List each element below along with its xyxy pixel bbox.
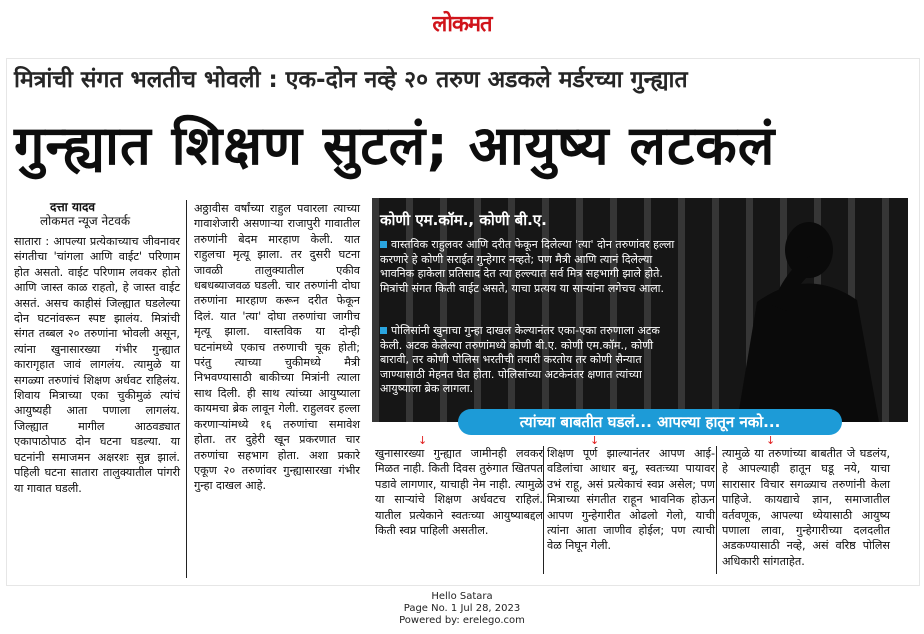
column-divider <box>716 446 717 574</box>
article-headline: गुन्ह्यात शिक्षण सुटलं; आयुष्य लटकलं <box>14 114 776 177</box>
down-arrow-icon: ↓ <box>590 434 600 447</box>
box-bullet-2-text: पोलिसांनी खुनाचा गुन्हा दाखल केल्यानंतर एका-एका तरुणाला अटक केली. अटक केलेल्या तरुणांमध्ये कोणी बी.ए. कोणी एम.कॉम., कोणी बारावी, तर कोणी पोलिस भरतीची तयारी करतोय तर कोणी सैन्यात जाण्यासाठी मेहनत घेत होता. पोलिसांच्या अटकेनंतर क्षणात त्यांच्या आयुष्याला ब्रेक लागला. <box>380 324 660 396</box>
bullet-square-icon <box>380 241 387 248</box>
body-column-2: अठ्ठावीस वर्षांच्या राहुल पवारला त्याच्या गावाशेजारी असणाऱ्या राजापुरी गावातील तरुणांनी बेदम मारहाण केली. यात राहुलचा मृत्यू झाला. तर दुसरी घटना जावळी तालुक्यातील एकीव धबधब्याजवळ घडली. चार तरुणांनी दोघा तरुणांना मारहाण करून दरीत फेकून दिलं. यात 'त्या' दोघा तरुणांचा जागीच मृत्यू झाला. वास्तविक या दोन्ही घटनांमध्ये एकाच तरुणाची चूक होती; परंतु त्याच्या चुकीमध्ये मैत्री निभवण्यासाठी बाकीच्या मित्रांनी त्याला साथ दिली. ही साथ त्यांच्या आयुष्याला कायमचा ब्रेक लावून गेली. राहुलवर हल्ला करणाऱ्यांमध्ये १६ तरुणांचा समावेश होता. तर दुहेरी खून प्रकरणात चार तरुणांचा सहभाग होता. अशा प्रकारे एकूण २० तरुणांवर गुन्ह्यासारखा गंभीर गुन्हा दाखल आहे. <box>194 202 360 493</box>
body-column-3: खुनासारख्या गुन्ह्यात जामीनही लवकर मिळत नाही. किती दिवस तुरुंगात खितपत पडावे लागणार, याचाही नेम नाही. त्यामुळे या साऱ्यांचे शिक्षण अर्धवटच राहिलं. यातील प्रत्येकाने स्वतःच्या आयुष्याबद्दल किती स्वप्न पाहिली असतील. <box>375 447 543 538</box>
page-info: Page No. 1 Jul 28, 2023 <box>403 603 521 614</box>
page-footer <box>0 591 924 627</box>
edition-name: Hello Satara <box>431 591 493 602</box>
box-title: कोणी एम.कॉम., कोणी बी.ए. <box>380 211 547 229</box>
box-bullet-1 <box>380 238 680 296</box>
body-column-1: सातारा : आपल्या प्रत्येकाच्याच जीवनावर संगतीचा 'चांगला आणि वाईट' परिणाम होत असतो. वाईट परिणाम लवकर होतो आणि जास्त काळ राहतो, हे जास्त वाईट असतं. असच काहीसं जिल्ह्यात घडलेल्या दोन घटनांवरून स्पष्ट झालंय. मित्रांची संगत तब्बल २० तरुणांना भोवली असून, त्यांना खुनासारख्या गंभीर गुन्ह्यात कारागृहात जावं लागलंय. त्यामुळे या सगळ्या तरुणांचं शिक्षण अर्धवट राहिलंय. शिवाय मित्राच्या एका चुकीमुळं त्यांचं आयुष्यही आता पणाला लागलंय. जिल्ह्यात मागील आठवड्यात एकापाठोपाठ दोन घटना घडल्या. या घटनांनी समाजमन अक्षरशः सुन्न झालं. पहिली घटना सातारा तालुक्यातील पांगरी या गावात घडली. <box>14 235 180 495</box>
column-divider <box>186 200 187 578</box>
subhead-banner: त्यांच्या बाबतीत घडलं... आपल्या हातून नको... <box>458 409 842 435</box>
box-bullet-1-text: वास्तविक राहुलवर आणि दरीत फेकून दिलेल्या 'त्या' दोन तरुणांवर हल्ला करणारे हे कोणी सराईत गुन्हेगार नव्हते; पण मैत्री आणि त्यानं दिलेल्या भावनिक हाकेला प्रतिसाद देत त्या हल्ल्यात सर्व मित्र सहभागी झाले होते. मित्रांची संगत किती वाईट असते, याचा प्रत्यय या साऱ्यांना लगेचच आला. <box>380 238 675 295</box>
lokmat-logo: लोकमत <box>432 12 492 37</box>
bureau-credit: लोकमत न्यूज नेटवर्क <box>40 214 131 228</box>
box-bullet-2 <box>380 324 680 397</box>
down-arrow-icon: ↓ <box>766 434 776 447</box>
bullet-square-icon <box>380 327 387 334</box>
down-arrow-icon: ↓ <box>418 434 428 447</box>
powered-by-link[interactable]: Powered by: erelego.com <box>399 615 525 626</box>
body-column-5: त्यामुळे या तरुणांच्या बाबतीत जे घडलंय, हे आपल्याही हातून घडू नये, याचा सारासार विचार सगळ्याच तरुणांनी केला पाहिजे. कायद्याचे ज्ञान, समाजातील वर्तवणूक, आपल्या ध्येयासाठी आयुष्य पणाला लावा, गुन्हेगारीच्या दलदलीत अडकण्यासाठी नव्हे, असं वरिष्ठ पोलिस अधिकारी सांगताहेत. <box>722 447 890 568</box>
article-kicker: मित्रांची संगत भलतीच भोवली : एक-दोन नव्हे २० तरुण अडकले मर्डरच्या गुन्ह्यात <box>14 67 688 93</box>
byline: दत्ता यादव <box>50 200 96 214</box>
sad-man-silhouette <box>717 204 887 422</box>
column-divider <box>543 446 544 574</box>
body-column-4: शिक्षण पूर्ण झाल्यानंतर आपण आई-वडिलांचा आधार बनू, स्वतःच्या पायावर उभं राहू, असं प्रत्येकाचं स्वप्न असेल; पण मित्राच्या संगतीत राहून भावनिक होऊन आपण गुन्हेगारीत ओढलो गेलो, याची त्यांना आता जाणीव होईल; पण त्याची वेळ निघून गेली. <box>547 447 715 553</box>
